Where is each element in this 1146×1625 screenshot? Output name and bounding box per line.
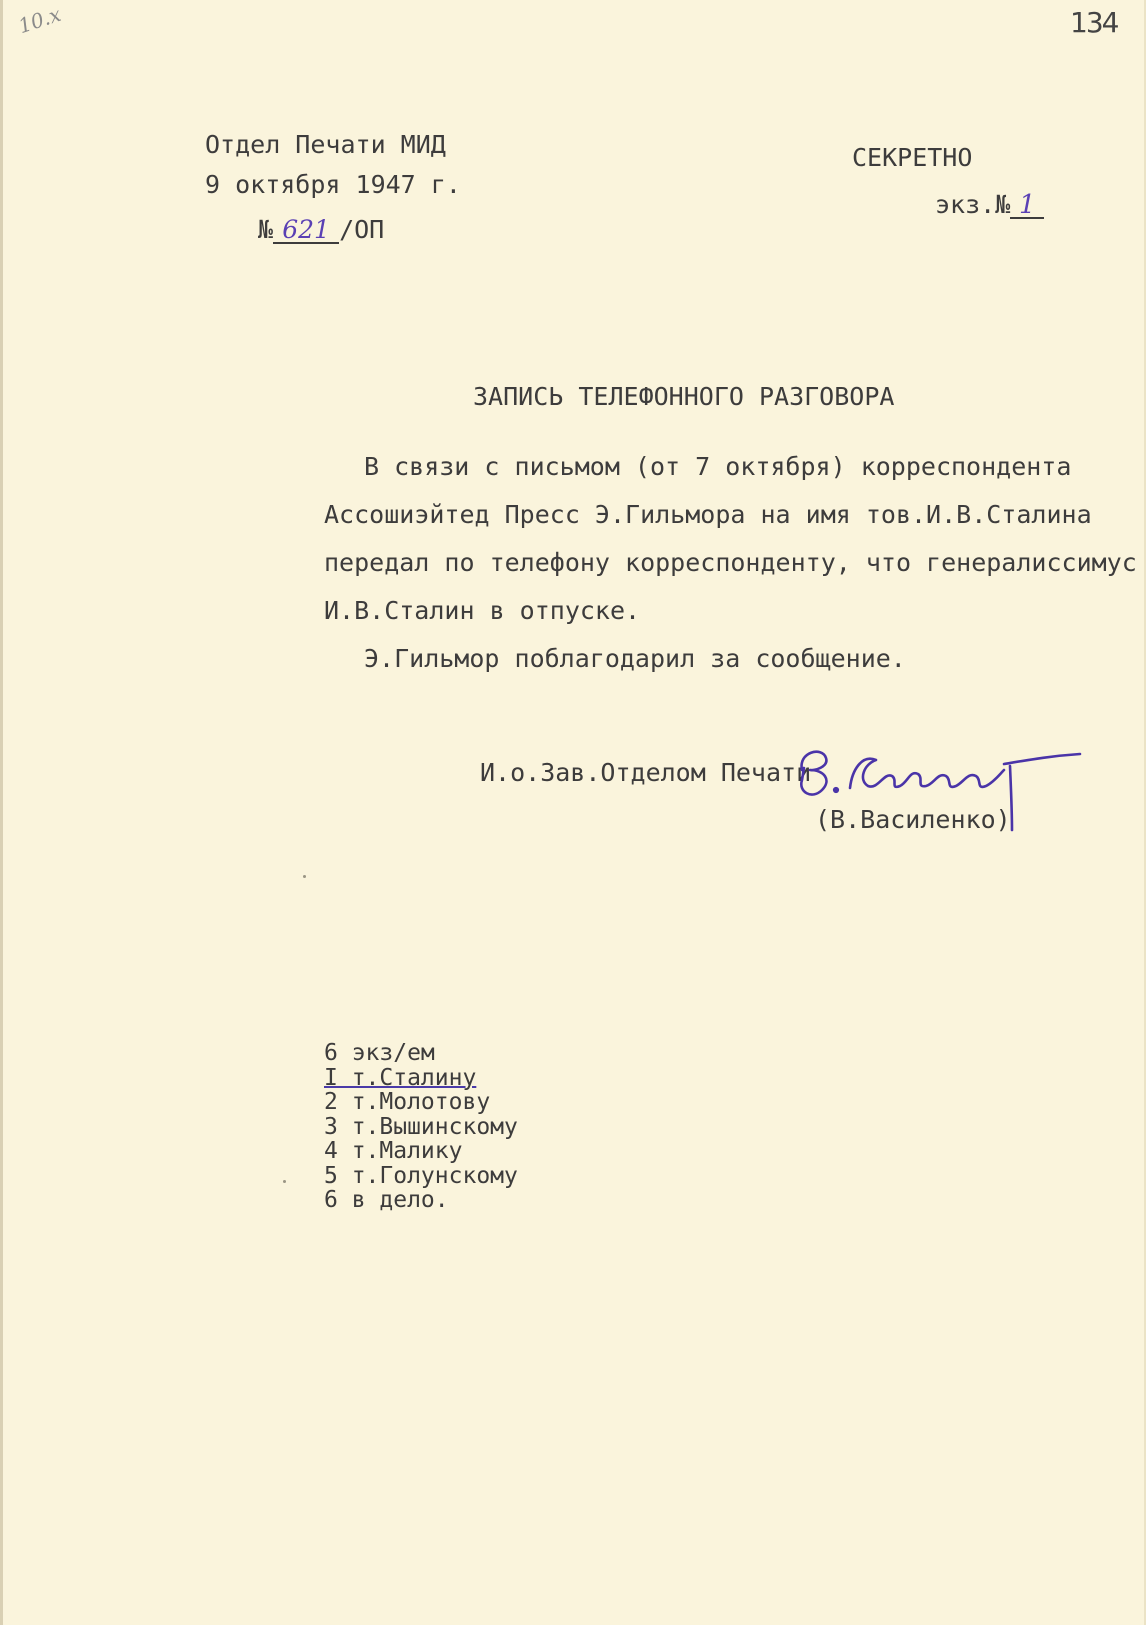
copy-number: 1 <box>1018 190 1036 220</box>
copy-slot <box>1010 190 1044 220</box>
department-line: Отдел Печати МИД <box>205 130 446 159</box>
number-prefix: № <box>258 215 274 244</box>
copy-label: экз.№ <box>935 190 1011 219</box>
distribution-item: 4 т.Малику <box>324 1138 463 1164</box>
number-value: 621 <box>282 215 330 244</box>
body-line-3: передал по телефону корреспонденту, что генералиссимус <box>324 548 1137 577</box>
classification-stamp: СЕКРЕТНО <box>852 143 973 172</box>
distribution-item: 3 т.Вышинскому <box>324 1113 518 1140</box>
document-title: ЗАПИСЬ ТЕЛЕФОННОГО РАЗГОВОРА <box>473 382 895 411</box>
body-line-5: Э.Гильмор поблагодарил за сообщение. <box>364 644 906 673</box>
body-line-2: Ассошиэйтед Пресс Э.Гильмора на имя тов.И.В.Сталина <box>324 500 1092 529</box>
paper-edge-left <box>0 0 3 1625</box>
page-number: 134 <box>1070 6 1118 39</box>
signatory-title: И.о.Зав.Отделом Печати <box>480 758 812 787</box>
copy-number-line <box>935 190 1044 220</box>
number-slot <box>273 215 339 244</box>
distribution-item: 5 т.Голунскому <box>324 1162 518 1189</box>
corner-note: 10.x <box>15 1 64 39</box>
document-number <box>258 215 384 245</box>
distribution-item-text: I т.Сталину <box>324 1064 477 1091</box>
distribution-item: 2 т.Молотову <box>324 1089 491 1115</box>
distribution-item: 6 в дело. <box>324 1187 449 1213</box>
date-line: 9 октября 1947 г. <box>205 170 461 199</box>
distribution-item <box>324 1066 518 1091</box>
stray-mark <box>283 1180 286 1183</box>
handwritten-signature <box>788 740 1088 832</box>
number-suffix: /ОП <box>339 215 385 244</box>
signatory-name: (В.Василенко) <box>815 805 1011 834</box>
body-line-4: И.В.Сталин в отпуске. <box>324 596 641 625</box>
stray-mark <box>303 875 306 878</box>
distribution-list <box>324 1041 518 1213</box>
body-line-1: В связи с письмом (от 7 октября) корреспондента <box>364 452 1072 481</box>
distribution-header: 6 экз/ем <box>324 1040 435 1066</box>
